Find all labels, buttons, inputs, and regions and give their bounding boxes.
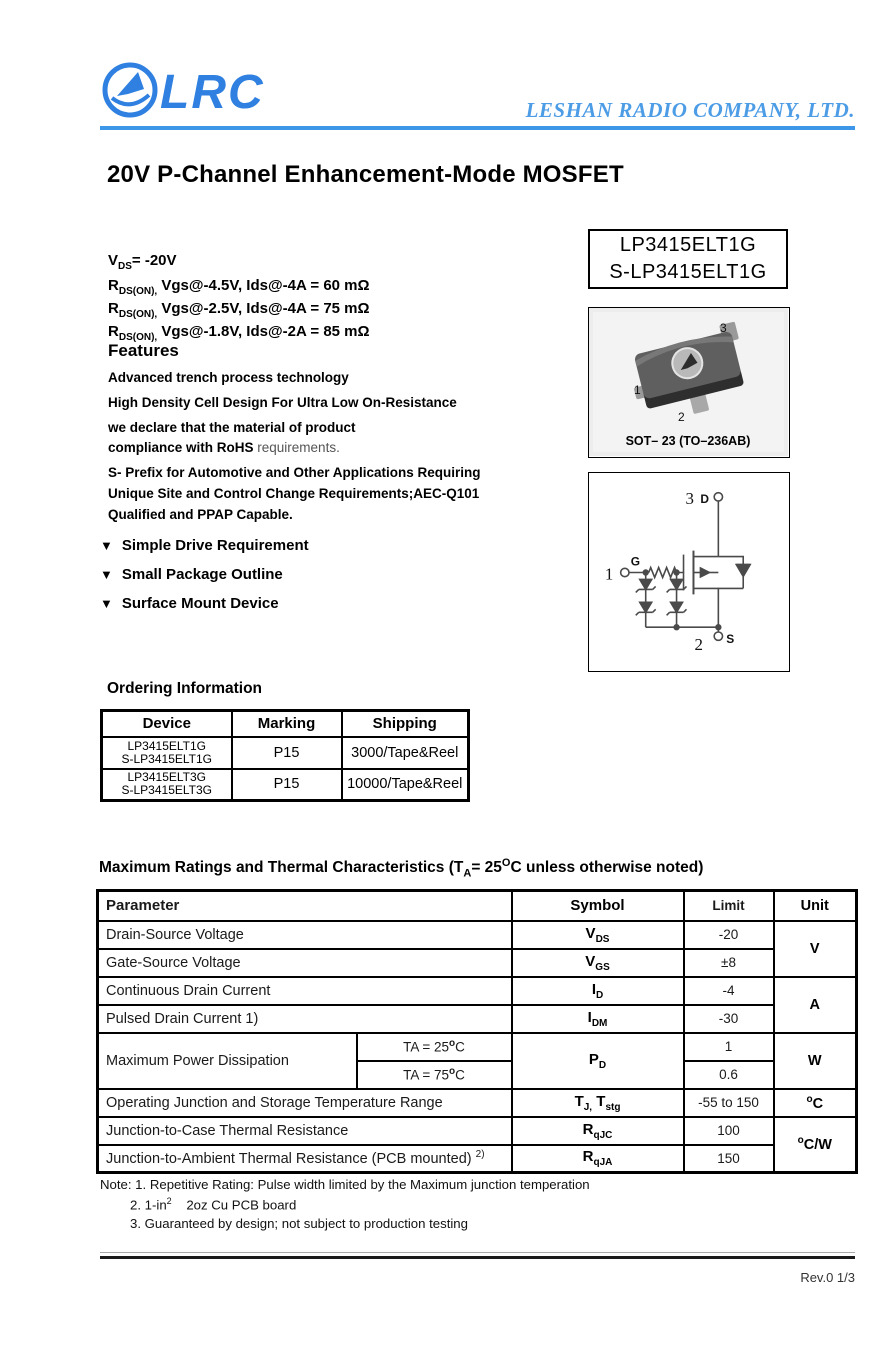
- esd-zener-branch-a: [636, 572, 656, 627]
- schematic-box: [588, 472, 790, 672]
- spec-vds: $V_{DS}= -20V$: [108, 252, 177, 272]
- unit-celsius: $^o$C: [774, 1089, 857, 1117]
- bullet-item: ▼ Small Package Outline: [100, 566, 283, 583]
- max-ratings-heading: Maximum Ratings and Thermal Characteristics ($T_A= 25^OC$ unless otherwise noted): [99, 857, 704, 880]
- device-cell: LP3415ELT3G S-LP3415ELT3G: [102, 769, 232, 801]
- feature-item: compliance with RoHS requirements.: [108, 440, 340, 455]
- max-ratings-table: [96, 889, 858, 1174]
- col-unit: Unit: [774, 891, 857, 921]
- table-row: Continuous Drain Current $I_D$ -4 A: [98, 977, 857, 1005]
- table-row: [102, 737, 469, 769]
- part-number-box: [588, 229, 788, 289]
- lrc-logo-icon: [100, 58, 280, 122]
- spec-rdson-1: $R_{DS(ON),}$ Vgs@-4.5V, Ids@-4A = 60 mΩ: [108, 277, 370, 297]
- package-pin1-label: 1: [634, 383, 641, 397]
- table-row: Junction-to-Case Thermal Resistance $R_{qJC}$ 100 $^o$C/W: [98, 1117, 857, 1145]
- table-row: Maximum Power Dissipation TA = $25^oC$ $P_D$ 1 W: [98, 1033, 857, 1061]
- gate-label: G: [630, 554, 641, 569]
- col-parameter: Parameter: [98, 891, 512, 921]
- feature-item: we declare that the material of product: [108, 420, 356, 435]
- ordering-col-device: Device: [102, 711, 232, 737]
- source-label: S: [726, 632, 735, 647]
- note-line: 3. Guaranteed by design; not subject to production testing: [130, 1216, 468, 1231]
- note-line: 2. $1-in^2$ 2oz Cu PCB board: [130, 1196, 297, 1213]
- device-cell: LP3415ELT1G S-LP3415ELT1G: [102, 737, 232, 769]
- bullet-item: ▼ Surface Mount Device: [100, 595, 279, 612]
- note-line: Note: 1. Repetitive Rating: Pulse width limited by the Maximum junction temperation: [100, 1177, 590, 1192]
- schematic-pin2-label: 2: [694, 635, 703, 655]
- unit-celsius-per-watt: $^o$C/W: [774, 1117, 857, 1173]
- unit-volts: V: [774, 921, 857, 977]
- feature-item: Qualified and PPAP Capable.: [108, 507, 293, 522]
- col-limit: Limit: [684, 891, 774, 921]
- mosfet-symbol: [684, 551, 719, 628]
- triangle-bullet-icon: ▼: [100, 596, 113, 611]
- part-number-1: LP3415ELT1G: [619, 234, 757, 256]
- page-title: 20V P-Channel Enhancement-Mode MOSFET: [107, 161, 624, 188]
- shipping-cell: 3000/Tape&Reel: [342, 737, 469, 769]
- revision-page-number: Rev.0 1/3: [800, 1270, 855, 1285]
- package-pin2-label: 2: [678, 410, 685, 424]
- mosfet-schematic: [589, 473, 788, 670]
- table-row: Junction-to-Ambient Thermal Resistance (PCB mounted) $^{2)}$ $R_{qJA}$ 150: [98, 1145, 857, 1173]
- condition-cell: TA = $75^oC$: [357, 1061, 512, 1089]
- package-pin3-label: 3: [720, 321, 727, 335]
- triangle-bullet-icon: ▼: [100, 567, 113, 582]
- spec-rdson-3: $R_{DS(ON),}$ Vgs@-1.8V, Ids@-2A = 85 mΩ: [108, 323, 370, 343]
- table-row: Operating Junction and Storage Temperature Range $T_{J,}$ $T_{stg}$ -55 to 150 $^o$C: [98, 1089, 857, 1117]
- marking-cell: P15: [232, 737, 342, 769]
- ordering-col-shipping: Shipping: [342, 711, 469, 737]
- company-name: LESHAN RADIO COMPANY, LTD.: [525, 98, 855, 122]
- package-photo: [589, 308, 788, 456]
- col-symbol: Symbol: [512, 891, 684, 921]
- feature-item: Advanced trench process technology: [108, 370, 349, 385]
- triangle-bullet-icon: ▼: [100, 538, 113, 553]
- unit-watts: W: [774, 1033, 857, 1089]
- table-row: [102, 769, 469, 801]
- ordering-heading: Ordering Information: [107, 680, 262, 697]
- package-caption: SOT– 23 (TO–236AB): [625, 434, 751, 448]
- schematic-pin3-label: 3: [685, 488, 694, 508]
- shipping-cell: 10000/Tape&Reel: [342, 769, 469, 801]
- features-heading: Features: [108, 341, 179, 360]
- drain-label: D: [700, 491, 710, 506]
- footer-rule: [100, 1256, 855, 1259]
- ordering-table: [100, 709, 470, 802]
- table-row: Drain-Source Voltage $V_{DS}$ -20 V: [98, 921, 857, 949]
- unit-amps: A: [774, 977, 857, 1033]
- logo-text: LRC: [160, 66, 265, 119]
- lrc-logo: [100, 58, 280, 127]
- condition-cell: TA = $25^oC$: [357, 1033, 512, 1061]
- feature-item: Unique Site and Control Change Requirements;AEC-Q101: [108, 486, 480, 501]
- footer-rule-thin: [100, 1252, 855, 1253]
- package-box: [588, 307, 790, 458]
- feature-item: High Density Cell Design For Ultra Low On-Resistance: [108, 395, 457, 410]
- header-rule: [100, 126, 855, 130]
- schematic-pin1-label: 1: [604, 564, 614, 584]
- ordering-col-marking: Marking: [232, 711, 342, 737]
- part-number-2: S-LP3415ELT1G: [609, 261, 767, 283]
- bullet-item: ▼ Simple Drive Requirement: [100, 537, 309, 554]
- marking-cell: P15: [232, 769, 342, 801]
- table-row: Pulsed Drain Current 1) $I_{DM}$ -30: [98, 1005, 857, 1033]
- body-diode: [718, 557, 750, 589]
- table-row: TA = $75^oC$ 0.6: [98, 1061, 857, 1089]
- spec-rdson-2: $R_{DS(ON),}$ Vgs@-2.5V, Ids@-4A = 75 mΩ: [108, 300, 370, 320]
- feature-item: S- Prefix for Automotive and Other Applications Requiring: [108, 465, 481, 480]
- table-row: Gate-Source Voltage $V_{GS}$ ±8: [98, 949, 857, 977]
